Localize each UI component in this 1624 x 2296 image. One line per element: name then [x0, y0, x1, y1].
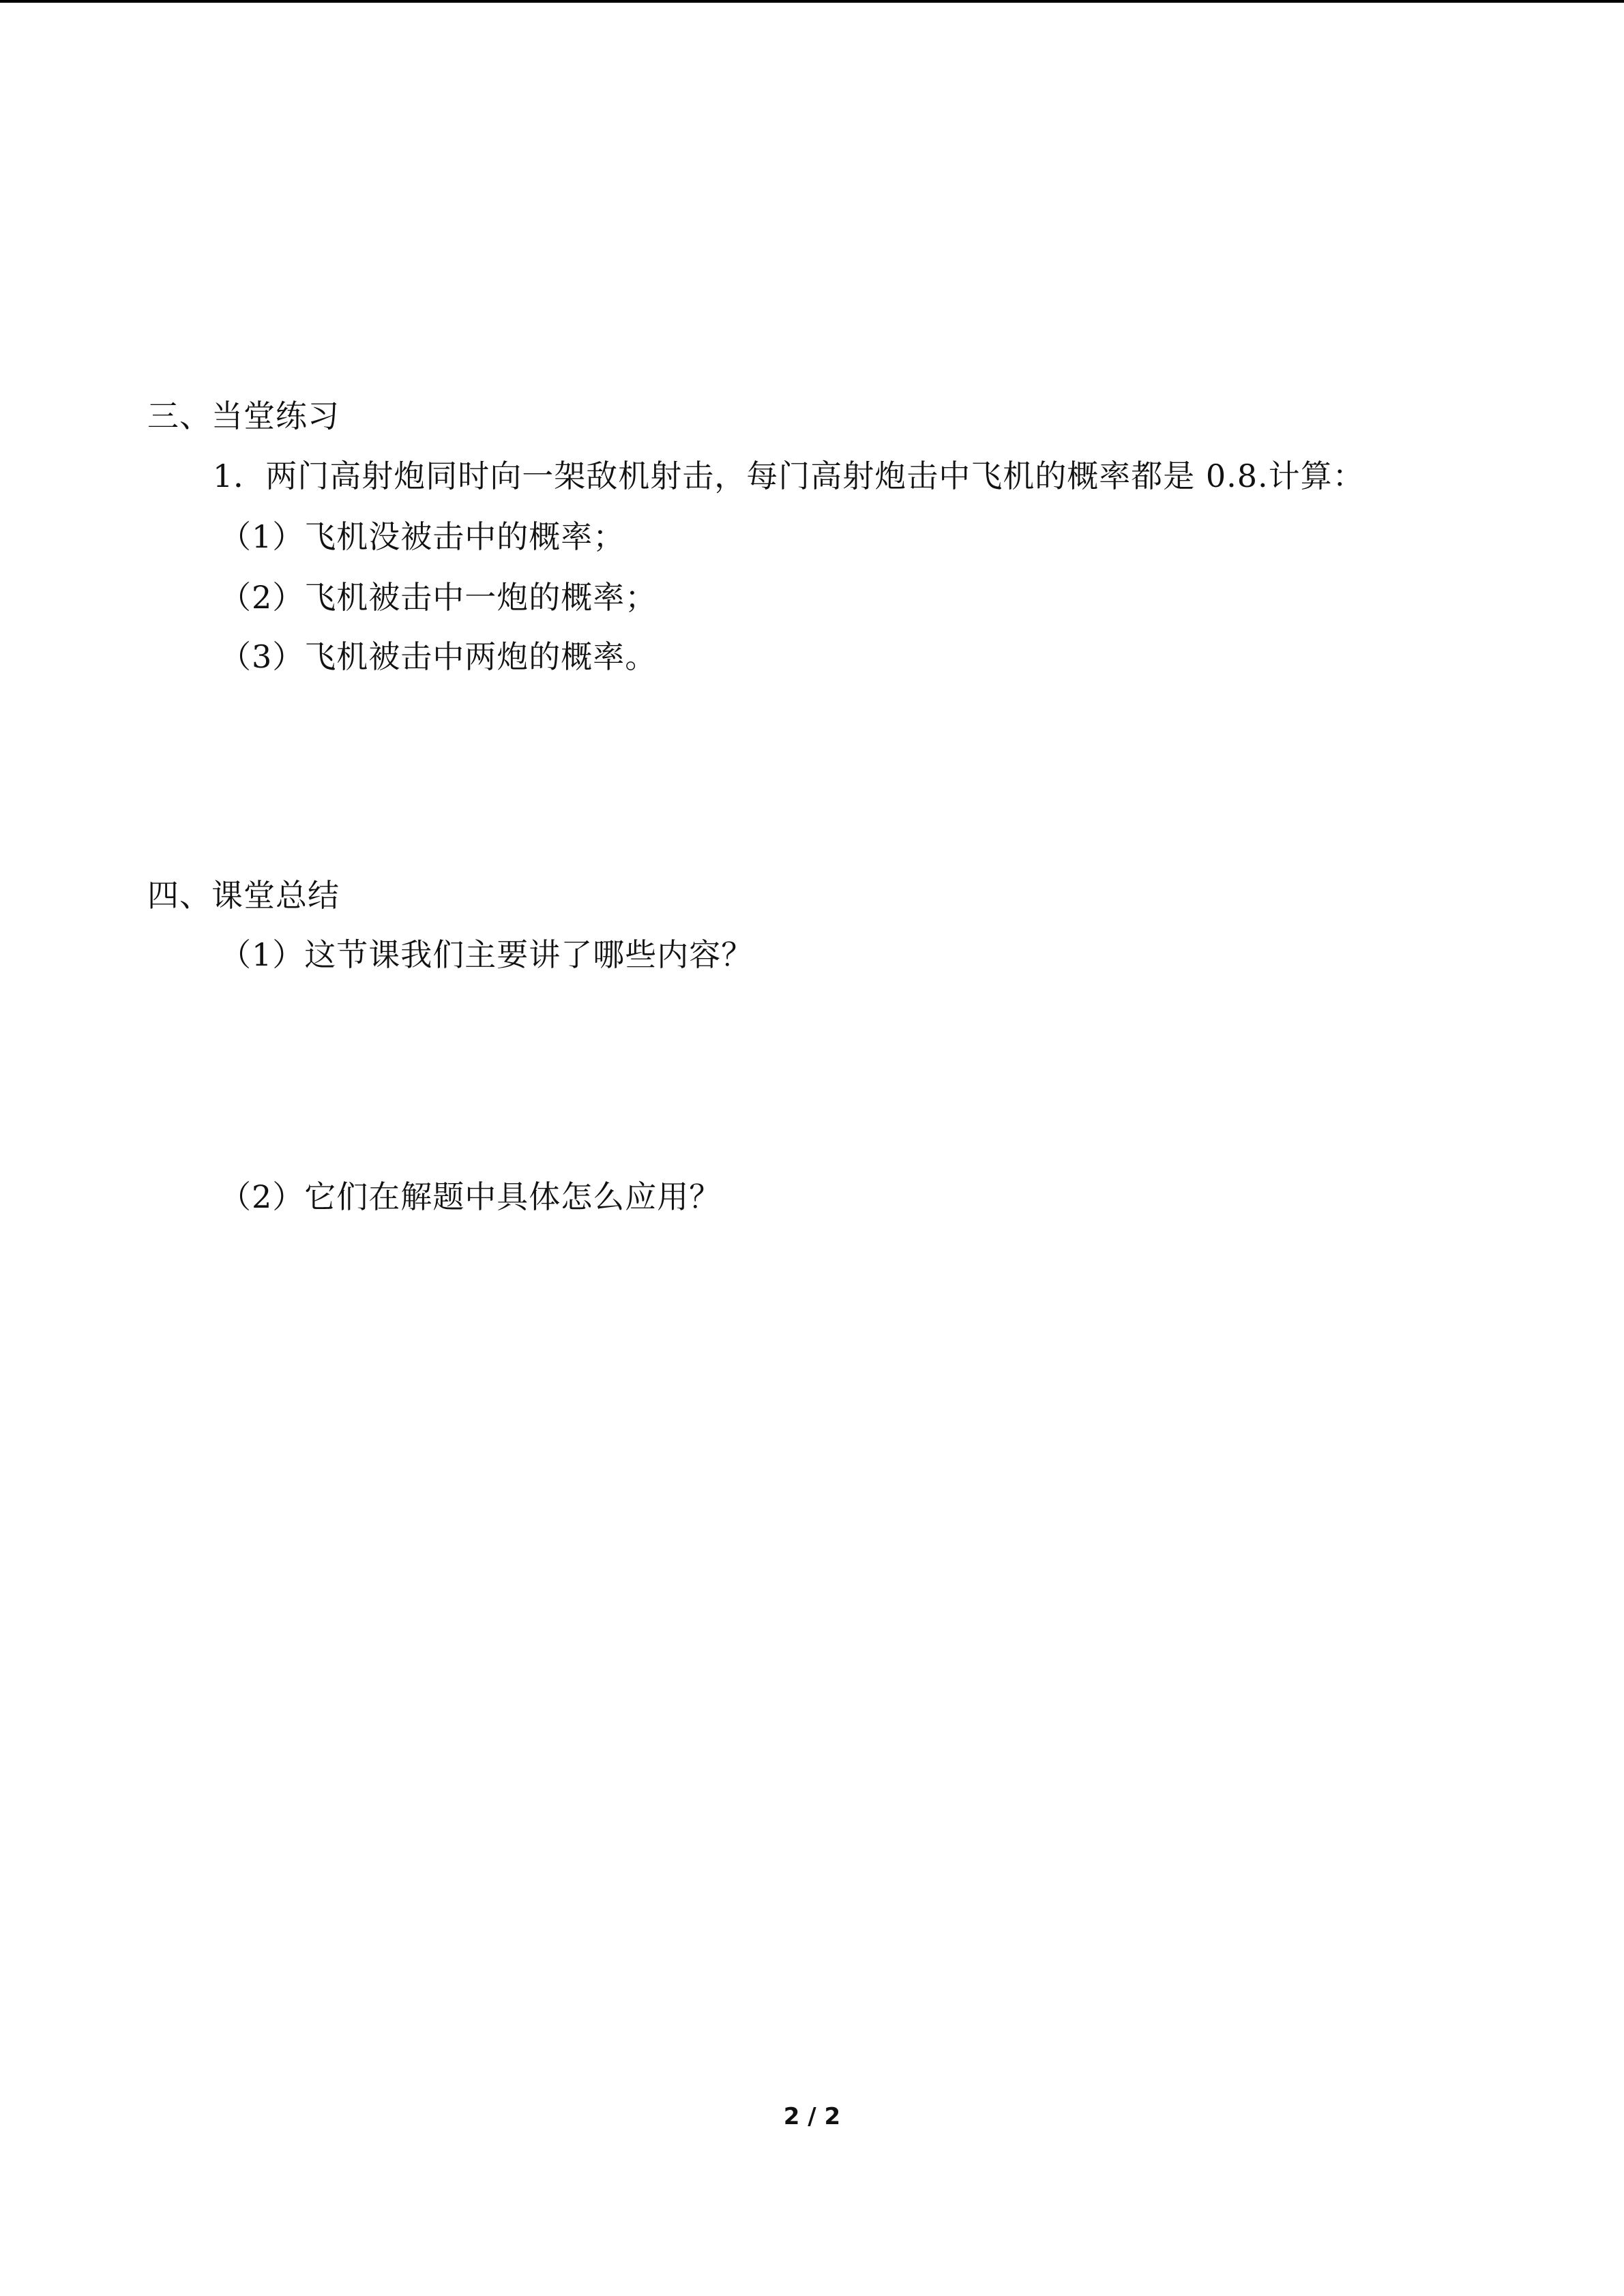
section-4-heading: 四、课堂总结 [147, 877, 340, 914]
section-3-heading: 三、当堂练习 [147, 398, 340, 434]
summary-question-2: （2）它们在解题中具体怎么应用？ [220, 1178, 722, 1215]
question-1: 1．两门高射炮同时向一架敌机射击，每门高射炮击中飞机的概率都是 0.8.计算： [213, 458, 1365, 494]
page-number: 2 / 2 [783, 2103, 841, 2130]
top-border-rule [0, 0, 1624, 3]
question-1-part-3: （3）飞机被击中两炮的概率。 [220, 638, 658, 675]
question-1-part-2: （2）飞机被击中一炮的概率； [220, 579, 658, 616]
question-1-part-1: （1）飞机没被击中的概率； [220, 518, 625, 555]
summary-question-1: （1）这节课我们主要讲了哪些内容？ [220, 936, 754, 973]
